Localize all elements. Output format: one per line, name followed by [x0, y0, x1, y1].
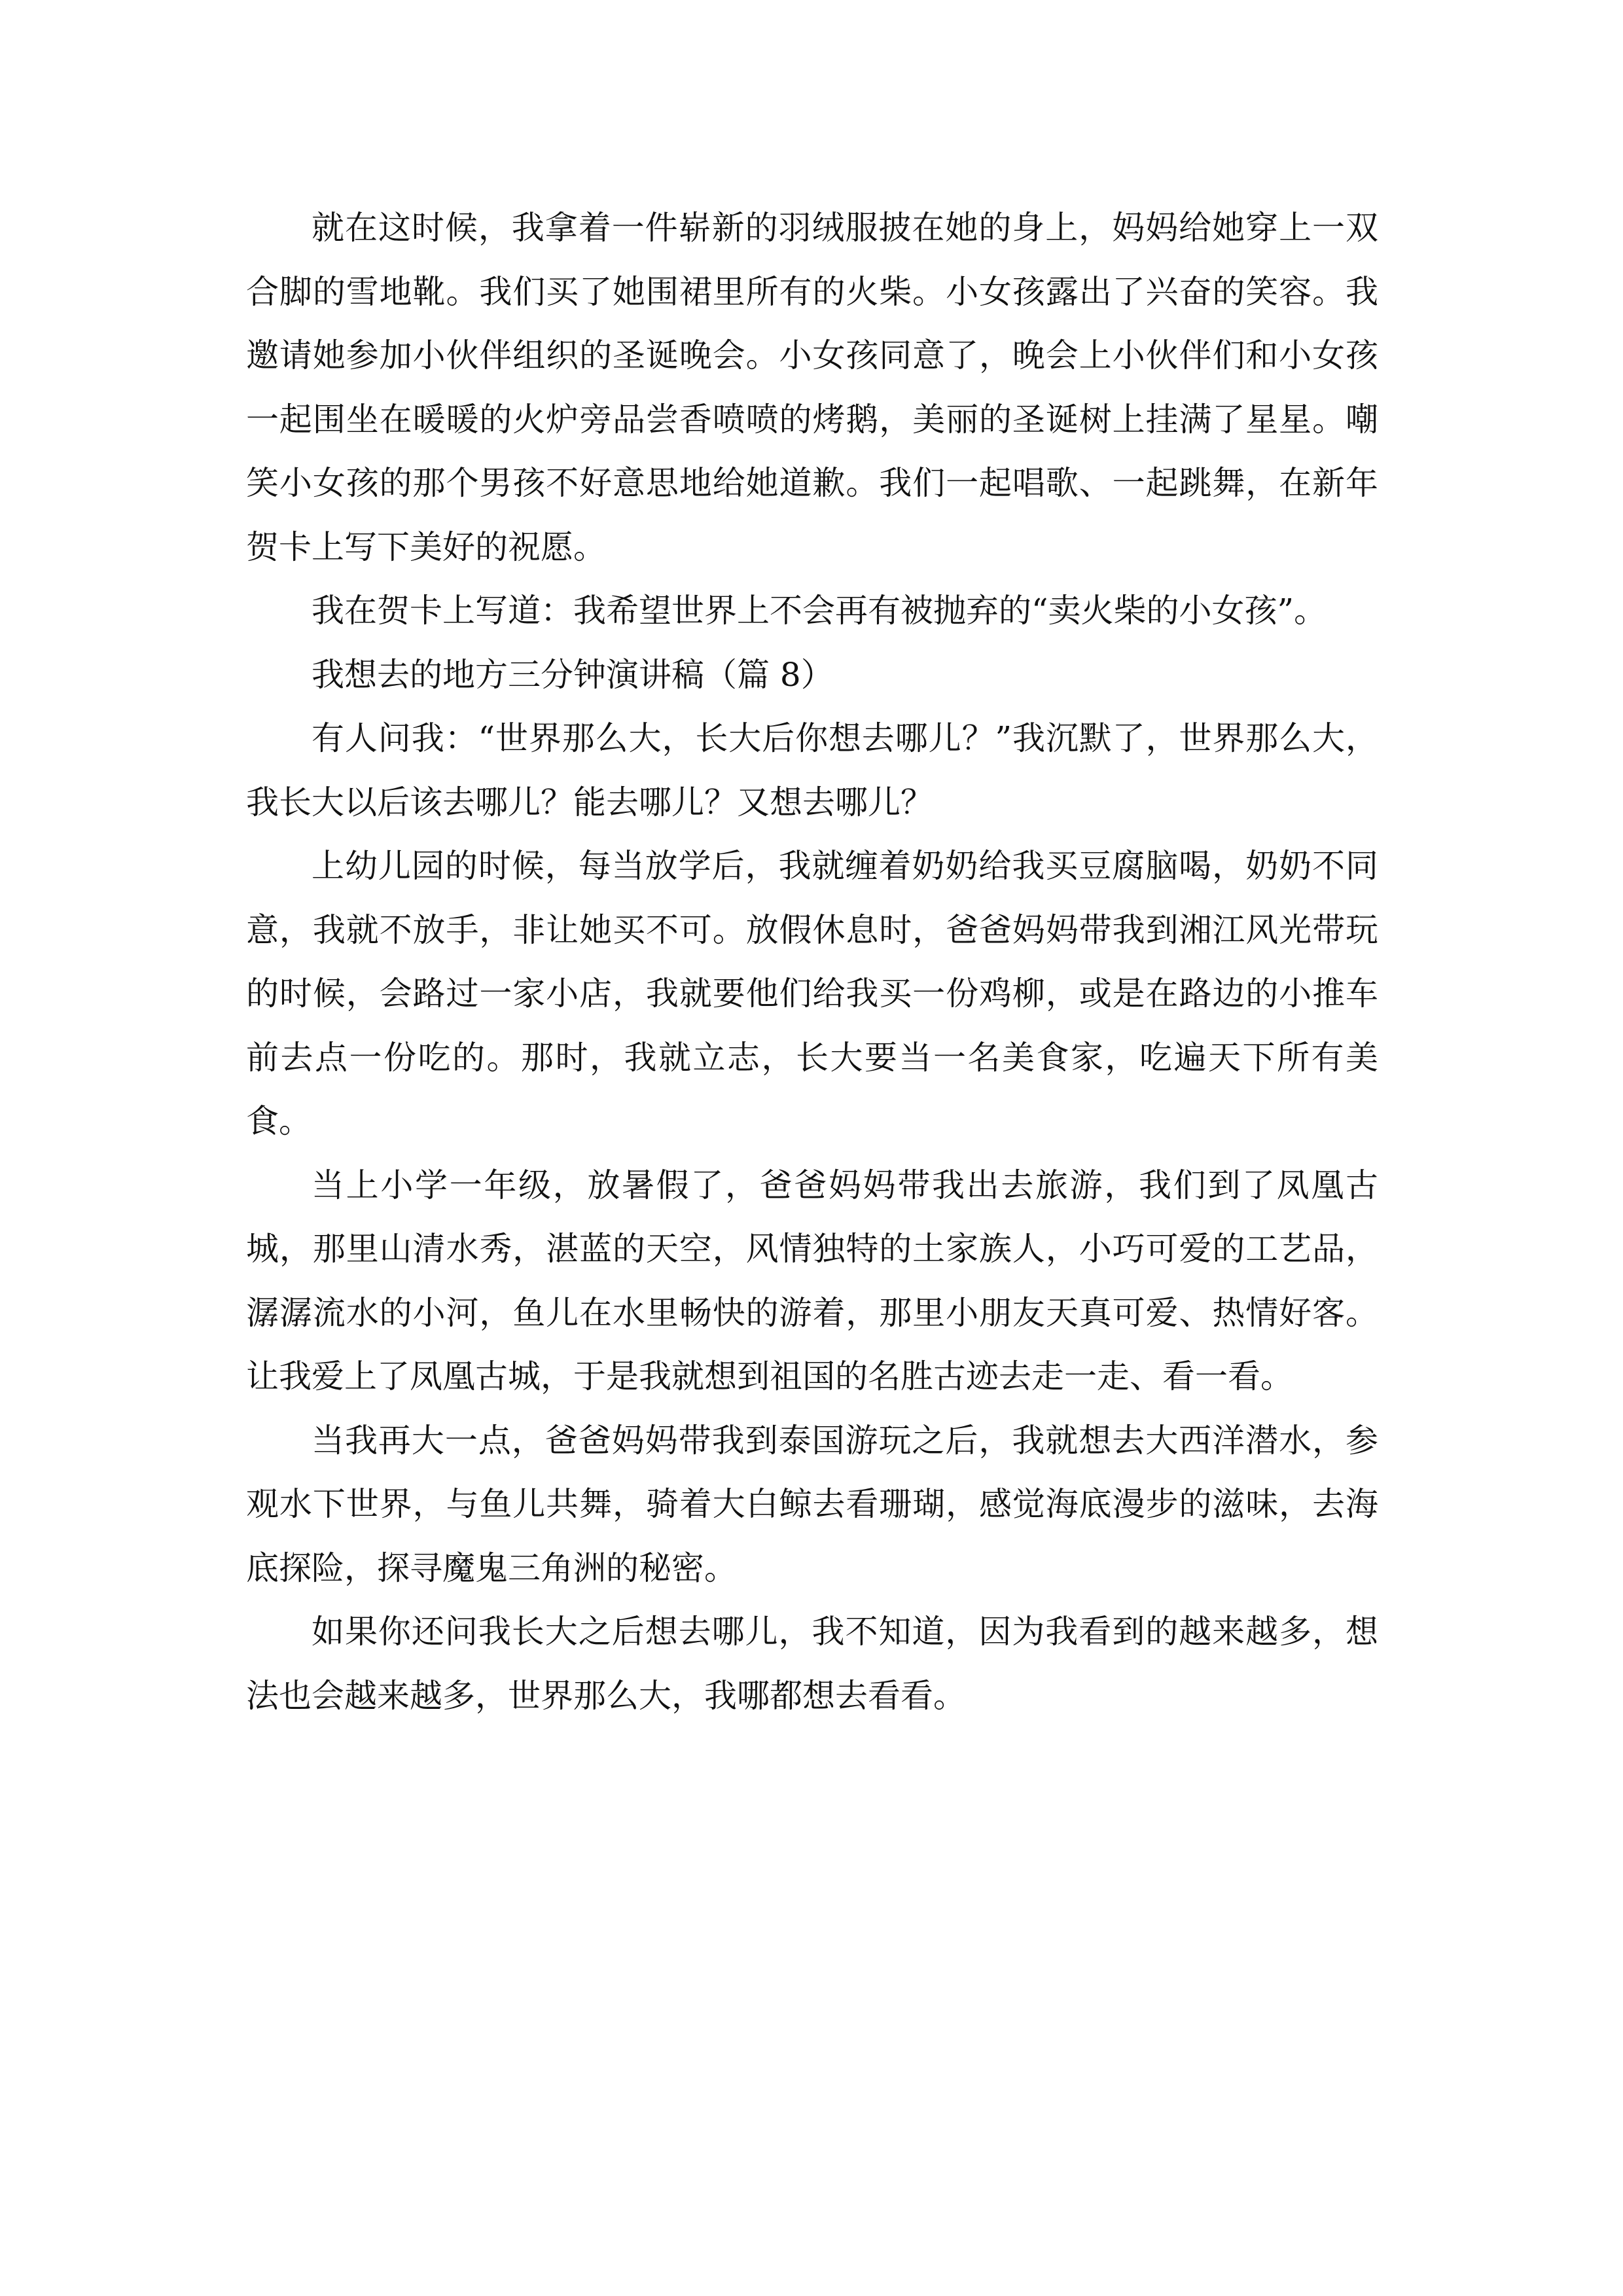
document-page: [246, 196, 1378, 1728]
paragraph-2: 我在贺卡上写道：我希望世界上不会再有被抛弃的“卖火柴的小女孩”。: [312, 592, 1327, 630]
paragraph-1: 就在这时候，我拿着一件崭新的羽绒服披在她的身上，妈妈给她穿上一双合脚的雪地靴。我们买了她围裙里所有的火柴。小女孩露出了兴奋的笑容。我邀请她参加小伙伴组织的圣诞晚会。小女孩同意了，晚会上小伙伴们和小女孩一起围坐在暖暖的火炉旁品尝香喷喷的烤鹅，美丽的圣诞树上挂满了星星。嘲笑小女孩的那个男孩不好意思地给她道歉。我们一起唱歌、一起跳舞，在新年贺卡上写下美好的祝愿。: [246, 209, 1378, 566]
paragraph-7: 如果你还问我长大之后想去哪儿，我不知道，因为我看到的越来越多，想法也会越来越多，世界那么大，我哪都想去看看。: [246, 1613, 1378, 1715]
paragraph-3: 有人问我：“世界那么大，长大后你想去哪儿？”我沉默了，世界那么大，我长大以后该去哪儿？能去哪儿？又想去哪儿？: [246, 719, 1378, 821]
paragraph-5: 当上小学一年级，放暑假了，爸爸妈妈带我出去旅游，我们到了凤凰古城，那里山清水秀，湛蓝的天空，风情独特的土家族人，小巧可爱的工艺品，潺潺流水的小河，鱼儿在水里畅快的游着，那里小朋友天真可爱、热情好客。让我爱上了凤凰古城，于是我就想到祖国的名胜古迹去走一走、看一看。: [246, 1166, 1378, 1395]
paragraph-6: 当我再大一点，爸爸妈妈带我到泰国游玩之后，我就想去大西洋潜水，参观水下世界，与鱼儿共舞，骑着大白鲸去看珊瑚，感觉海底漫步的滋味，去海底探险，探寻魔鬼三角洲的秘密。: [246, 1421, 1378, 1587]
section-heading: 我想去的地方三分钟演讲稿（篇 8）: [312, 655, 834, 694]
paragraph-4: 上幼儿园的时候，每当放学后，我就缠着奶奶给我买豆腐脑喝，奶奶不同意，我就不放手，非让她买不可。放假休息时，爸爸妈妈带我到湘江风光带玩的时候，会路过一家小店，我就要他们给我买一份鸡柳，或是在路边的小推车前去点一份吃的。那时，我就立志，长大要当一名美食家，吃遍天下所有美食。: [246, 847, 1378, 1140]
